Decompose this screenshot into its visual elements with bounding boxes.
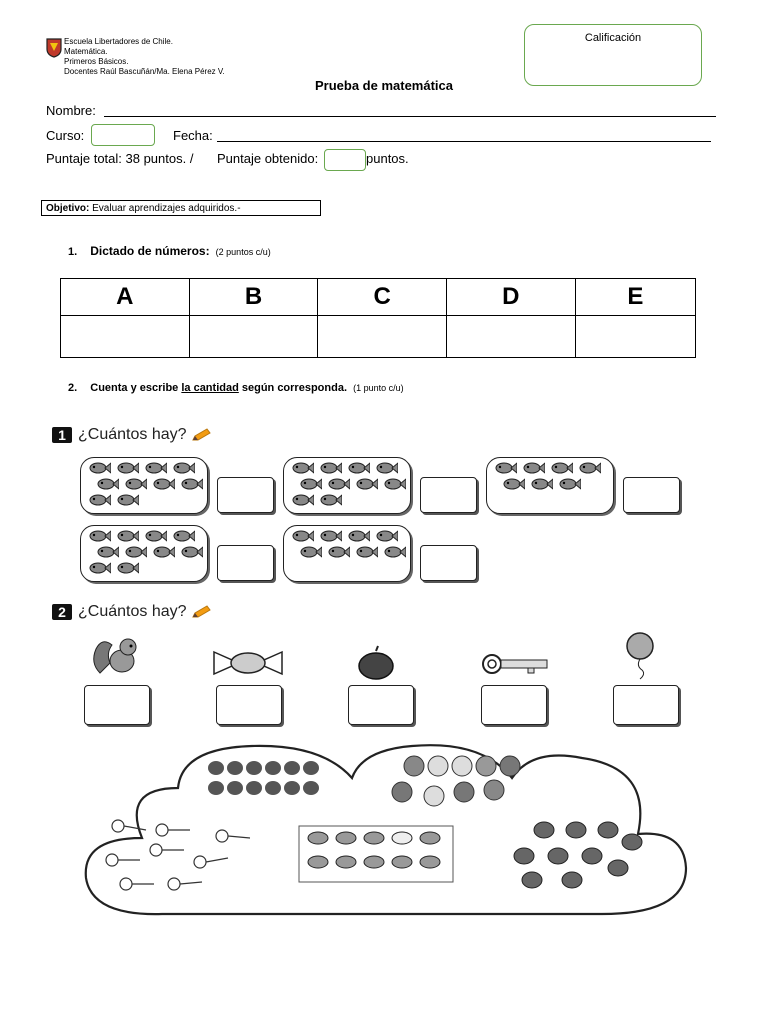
fish-group-2 [283,457,411,514]
fish-icon [376,530,398,542]
fish-group-1 [80,457,208,514]
fish-icon [503,478,525,490]
fish-icon [97,546,119,558]
fish-icon [97,478,119,490]
fish-icon [292,494,314,506]
puntaje-obtenido-label: Puntaje obtenido: [217,151,319,166]
section-2-number: 2. [68,382,78,394]
exercise-1-question: ¿Cuántos hay? [78,426,187,443]
fish-icon [292,462,314,474]
school-crest-icon [46,38,62,58]
school-name: Escuela Libertadores de Chile. [64,37,173,46]
fish-icon [348,530,370,542]
fish-answer-box-5[interactable] [420,545,477,581]
fish-icon [153,546,175,558]
balloon-answer-box[interactable] [613,685,679,725]
candy-icon [210,648,286,678]
fish-icon [173,462,195,474]
curso-label: Curso: [46,128,85,143]
dictation-table [60,278,696,358]
fish-icon [356,478,378,490]
apple-icon [356,645,396,681]
pencil-icon [191,428,213,442]
fish-icon [292,530,314,542]
puntos-suffix: puntos. [366,151,409,166]
column-b-header: B [189,279,318,316]
fish-icon [559,478,581,490]
fish-icon [384,478,406,490]
objective-box [41,200,321,216]
exercise-2-question: ¿Cuántos hay? [78,603,187,620]
squirrel-answer-box[interactable] [84,685,150,725]
fish-icon [173,530,195,542]
fish-icon [117,562,139,574]
column-a-header: A [61,279,190,316]
section-2-heading [68,382,404,394]
section-1-heading [68,244,271,258]
exercise-2-number: 2 [52,604,72,620]
fish-icon [384,546,406,558]
fish-icon [153,478,175,490]
fish-icon [320,494,342,506]
fish-icon [531,478,553,490]
answer-cell-e[interactable] [575,316,695,358]
fish-icon [551,462,573,474]
fish-answer-box-4[interactable] [217,545,274,581]
section-1-number: 1. [68,246,78,258]
fish-icon [320,462,342,474]
candy-answer-box[interactable] [216,685,282,725]
fish-icon [125,546,147,558]
puntaje-total: Puntaje total: 38 puntos. / [46,151,194,166]
grade-level: Primeros Básicos. [64,57,129,66]
exercise-1-number: 1 [52,427,72,443]
fish-icon [145,462,167,474]
answer-cell-a[interactable] [61,316,190,358]
fish-icon [523,462,545,474]
nombre-label: Nombre: [46,103,96,118]
fish-icon [181,546,203,558]
fish-icon [117,494,139,506]
fish-icon [328,546,350,558]
fish-icon [348,462,370,474]
fish-group-3 [486,457,614,514]
column-d-header: D [447,279,576,316]
answer-cell-c[interactable] [318,316,447,358]
column-e-header: E [575,279,695,316]
fish-icon [579,462,601,474]
column-c-header: C [318,279,447,316]
pencil-icon [191,605,213,619]
key-answer-box[interactable] [481,685,547,725]
curso-field[interactable] [91,124,155,146]
fish-answer-box-3[interactable] [623,477,680,513]
objective-text: Evaluar aprendizajes adquiridos.- [89,203,241,214]
squirrel-icon [88,633,140,675]
fish-answer-box-1[interactable] [217,477,274,513]
fish-icon [89,462,111,474]
apple-answer-box[interactable] [348,685,414,725]
exercise-1-banner [52,425,213,445]
fish-icon [117,530,139,542]
fish-icon [89,530,111,542]
fish-icon [300,478,322,490]
nombre-field[interactable] [104,116,716,117]
cloud-illustration [82,738,690,918]
fish-icon [495,462,517,474]
fish-icon [320,530,342,542]
fecha-label: Fecha: [173,128,213,143]
fish-group-5 [283,525,411,582]
page-title: Prueba de matemática [314,78,453,93]
subject: Matemática. [64,47,108,56]
fish-icon [89,494,111,506]
exercise-2-banner [52,602,213,622]
fish-answer-box-2[interactable] [420,477,477,513]
section-2-title-pre: Cuenta y escribe [90,382,182,394]
fish-icon [145,530,167,542]
grade-box[interactable] [524,24,702,86]
section-2-points: (1 punto c/u) [353,383,404,393]
fish-icon [376,462,398,474]
section-1-title: Dictado de números: [90,244,210,258]
fish-icon [300,546,322,558]
fecha-field[interactable] [217,141,711,142]
fish-icon [356,546,378,558]
section-1-points: (2 puntos c/u) [215,247,271,257]
grade-box-label: Calificación [584,32,642,44]
balloon-icon [622,632,658,680]
teachers: Docentes Raúl Bascuñán/Ma. Elena Pérez V. [64,67,225,76]
fish-group-4 [80,525,208,582]
answer-cell-b[interactable] [189,316,318,358]
fish-icon [181,478,203,490]
section-2-title-post: según corresponda. [238,382,348,394]
key-icon [480,652,550,676]
answer-cell-d[interactable] [447,316,576,358]
section-2-title-underlined: la cantidad [181,382,239,394]
objective-label: Objetivo: [46,203,90,214]
puntaje-obtenido-field[interactable] [324,149,366,171]
fish-icon [125,478,147,490]
fish-icon [328,478,350,490]
fish-icon [89,562,111,574]
fish-icon [117,462,139,474]
